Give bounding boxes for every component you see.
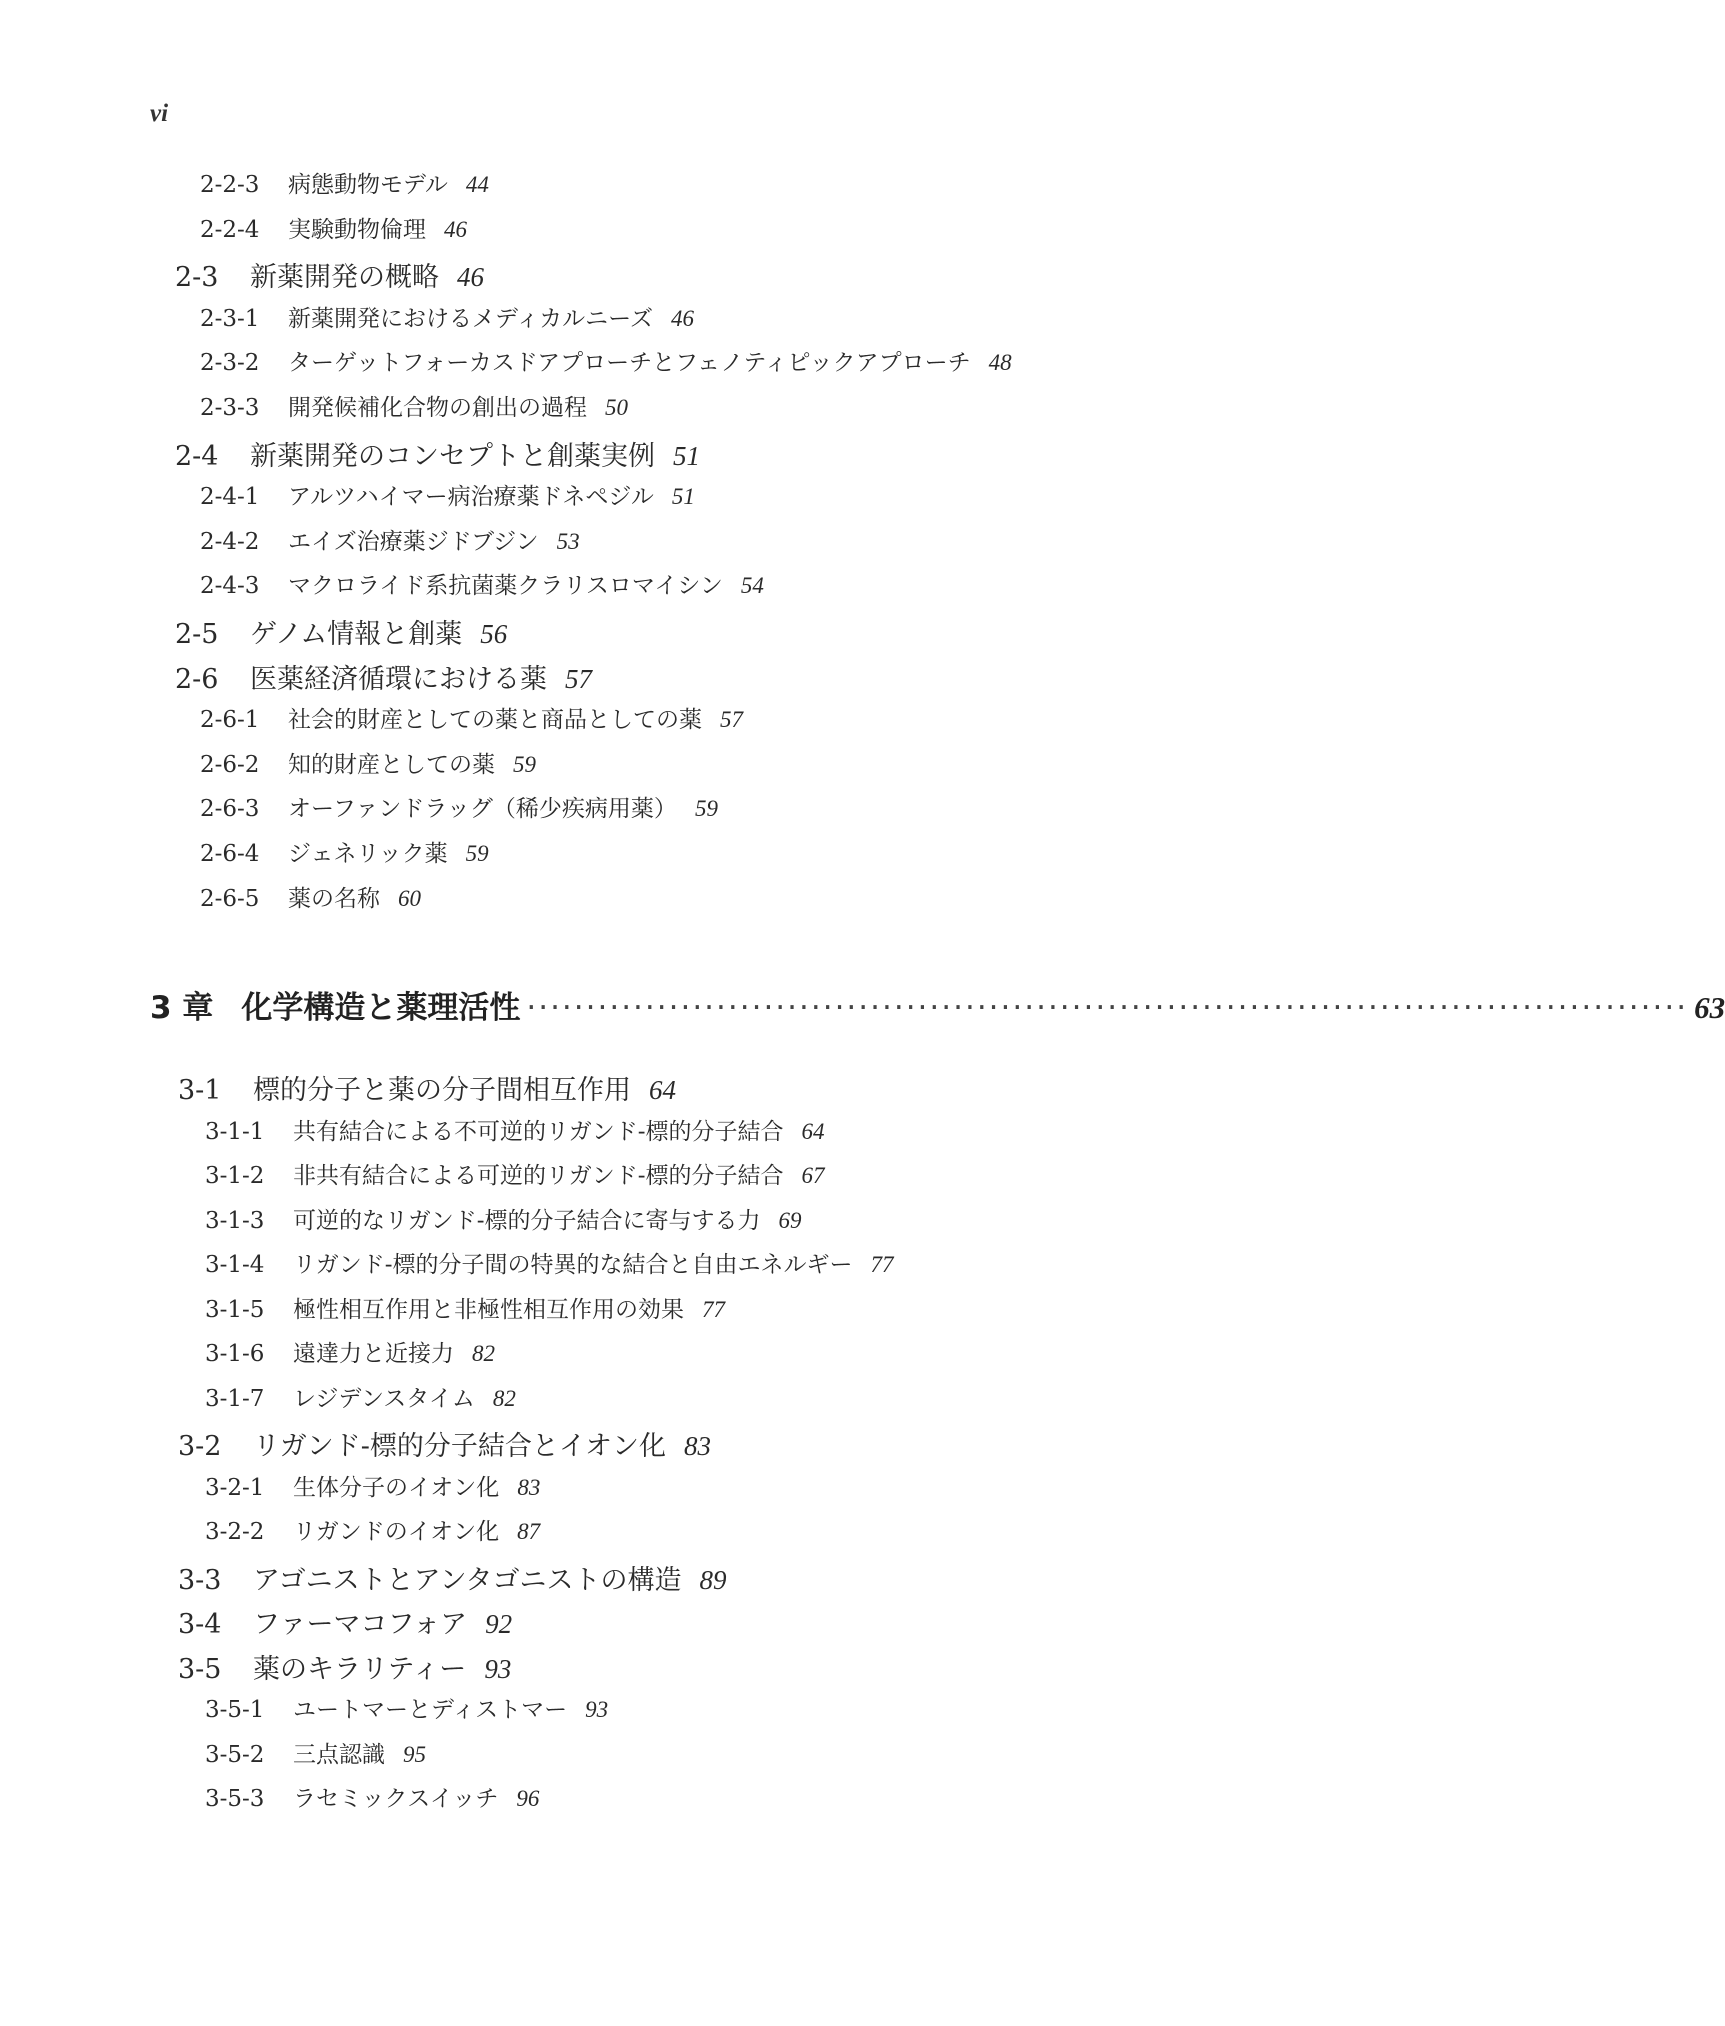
toc-entry-number: 3-1-7 xyxy=(205,1385,265,1412)
chapter-page-number: 63 xyxy=(1694,990,1725,1025)
toc-entry-page-number: 92 xyxy=(485,1609,513,1639)
toc-entry-title: リガンド-標的分子間の特異的な結合と自由エネルギー xyxy=(293,1252,853,1278)
chapter-heading[interactable] xyxy=(150,982,1725,1027)
toc-entry[interactable] xyxy=(175,612,507,651)
toc-entry-page-number: 46 xyxy=(671,305,695,331)
toc-entry-page-number: 60 xyxy=(398,885,421,911)
toc-entry-page-number: 44 xyxy=(465,172,489,197)
toc-entry-number: 3-1-4 xyxy=(205,1252,265,1278)
toc-entry-page-number: 82 xyxy=(472,1341,495,1366)
toc-entry-page-number: 89 xyxy=(699,1564,727,1595)
toc-entry[interactable] xyxy=(200,790,718,823)
toc-entry-page-number: 67 xyxy=(801,1163,825,1188)
toc-entry[interactable] xyxy=(205,1291,725,1324)
toc-entry[interactable] xyxy=(205,1691,608,1724)
toc-entry-page-number: 93 xyxy=(585,1697,609,1722)
toc-entry-page-number: 64 xyxy=(649,1075,676,1105)
toc-entry[interactable] xyxy=(200,880,421,913)
toc-entry-page-number: 46 xyxy=(457,262,484,293)
toc-entry[interactable] xyxy=(205,1736,426,1769)
toc-entry-page-number: 50 xyxy=(605,395,628,420)
toc-entry-page-number: 83 xyxy=(517,1474,541,1500)
toc-entry[interactable] xyxy=(175,434,700,473)
toc-entry-number: 3-3 xyxy=(178,1564,222,1596)
chapter-number: 3 章 xyxy=(150,990,214,1026)
toc-entry-title: 極性相互作用と非極性相互作用の効果 xyxy=(293,1296,684,1323)
toc-entry[interactable] xyxy=(175,255,484,294)
toc-entry-title: 標的分子と薬の分子間相互作用 xyxy=(253,1075,631,1106)
toc-entry[interactable] xyxy=(175,657,592,696)
toc-entry-title: 知的財産としての薬 xyxy=(288,751,495,778)
toc-entry-title: 三点認識 xyxy=(293,1741,385,1768)
toc-entry-number: 3-1-5 xyxy=(205,1296,265,1323)
toc-entry-page-number: 82 xyxy=(492,1385,516,1411)
toc-entry-number: 3-2-2 xyxy=(205,1519,265,1545)
toc-entry-number: 3-2-1 xyxy=(205,1474,265,1501)
toc-entry-number: 3-5-2 xyxy=(205,1741,265,1768)
toc-entry-title: 医薬経済循環における薬 xyxy=(250,663,547,695)
toc-entry-page-number: 83 xyxy=(684,1431,712,1461)
toc-entry-title: ターゲットフォーカスドアプローチとフェノティピックアプローチ xyxy=(288,350,971,377)
toc-entry-number: 2-6-2 xyxy=(200,751,260,778)
toc-entry-number: 2-3 xyxy=(175,262,219,294)
toc-entry-page-number: 77 xyxy=(870,1252,894,1277)
toc-entry[interactable] xyxy=(200,478,695,511)
toc-entry[interactable] xyxy=(205,1157,825,1190)
toc-entry-number: 3-4 xyxy=(178,1609,222,1640)
toc-entry-page-number: 95 xyxy=(403,1741,426,1767)
dot-leader: ·································································································· xyxy=(526,990,1689,1026)
toc-entry-title: エイズ治療薬ジドブジン xyxy=(288,528,539,555)
toc-entry-number: 2-2-3 xyxy=(200,172,260,198)
toc-entry-page-number: 77 xyxy=(702,1296,725,1322)
toc-entry-title: オーファンドラッグ（稀少疾病用薬） xyxy=(288,796,677,823)
toc-entry-title: リガンドのイオン化 xyxy=(293,1519,500,1545)
toc-entry-number: 2-3-3 xyxy=(200,395,260,421)
toc-entry-title: ファーマコフォア xyxy=(253,1609,468,1640)
toc-entry[interactable] xyxy=(205,1469,540,1502)
toc-entry-page-number: 93 xyxy=(484,1653,512,1684)
toc-entry-number: 2-4 xyxy=(175,440,219,472)
toc-entry[interactable] xyxy=(200,344,1012,377)
toc-entry-title: 薬の名称 xyxy=(288,885,380,912)
toc-entry-page-number: 59 xyxy=(513,751,536,777)
toc-entry-title: 非共有結合による可逆的リガンド-標的分子結合 xyxy=(293,1163,784,1189)
toc-entry-page-number: 54 xyxy=(740,573,764,599)
toc-entry[interactable] xyxy=(205,1513,540,1546)
toc-entry-number: 2-6-3 xyxy=(200,796,260,823)
toc-entry-title: ゲノム情報と創薬 xyxy=(250,619,463,650)
toc-entry[interactable] xyxy=(205,1113,825,1146)
toc-entry[interactable] xyxy=(200,166,489,199)
toc-entry-number: 2-3-1 xyxy=(200,305,260,332)
toc-entry-page-number: 46 xyxy=(444,216,467,242)
toc-entry-number: 2-4-1 xyxy=(200,484,260,511)
toc-entry-title: 新薬開発におけるメディカルニーズ xyxy=(288,305,654,332)
toc-entry-title: ラセミックスイッチ xyxy=(293,1786,499,1812)
toc-entry-page-number: 59 xyxy=(694,796,718,822)
toc-entry-number: 3-5-1 xyxy=(205,1697,265,1723)
toc-entry[interactable] xyxy=(178,1602,512,1641)
toc-entry-number: 2-4-3 xyxy=(200,573,260,600)
toc-entry[interactable] xyxy=(178,1068,676,1107)
page-folio: vi xyxy=(150,100,169,127)
toc-entry-page-number: 48 xyxy=(988,350,1012,376)
toc-entry[interactable] xyxy=(205,1335,495,1368)
toc-entry-number: 3-1-6 xyxy=(205,1341,265,1367)
toc-entry-number: 2-6-1 xyxy=(200,707,260,734)
toc-entry[interactable] xyxy=(200,701,743,734)
toc-entry-title: 開発候補化合物の創出の過程 xyxy=(288,395,587,421)
toc-entry-title: 社会的財産としての薬と商品としての薬 xyxy=(288,707,702,734)
toc-entry-title: 病態動物モデル xyxy=(288,172,448,198)
toc-entry-page-number: 59 xyxy=(465,841,489,866)
toc-entry-number: 3-1-1 xyxy=(205,1118,265,1145)
toc-entry-number: 2-3-2 xyxy=(200,350,260,377)
toc-entry-title: アルツハイマー病治療薬ドネペジル xyxy=(288,484,654,511)
toc-entry[interactable] xyxy=(200,746,536,779)
toc-entry-title: ジェネリック薬 xyxy=(288,841,448,867)
toc-entry[interactable] xyxy=(178,1558,727,1597)
toc-entry[interactable] xyxy=(200,211,467,244)
toc-entry-number: 3-2 xyxy=(178,1431,222,1462)
toc-entry-page-number: 53 xyxy=(556,528,580,554)
toc-entry-number: 3-1-2 xyxy=(205,1163,265,1189)
toc-entry-title: リガンド-標的分子結合とイオン化 xyxy=(253,1431,667,1462)
toc-entry[interactable] xyxy=(200,567,764,600)
chapter-title: 化学構造と薬理活性 xyxy=(241,990,521,1026)
toc-entry-number: 2-6 xyxy=(175,663,219,695)
toc-entry-title: 共有結合による不可逆的リガンド-標的分子結合 xyxy=(293,1118,784,1145)
toc-entry[interactable] xyxy=(200,300,694,333)
toc-entry-page-number: 69 xyxy=(778,1207,802,1233)
toc-entry-number: 3-5 xyxy=(178,1653,222,1685)
toc-entry-title: ユートマーとディストマー xyxy=(293,1697,568,1723)
toc-entry-number: 2-6-4 xyxy=(200,841,260,867)
toc-entry-title: 生体分子のイオン化 xyxy=(293,1474,500,1501)
toc-entry-number: 2-2-4 xyxy=(200,216,260,243)
toc-entry-number: 2-5 xyxy=(175,619,219,650)
toc-entry-title: アゴニストとアンタゴニストの構造 xyxy=(253,1564,682,1596)
toc-entry-page-number: 51 xyxy=(671,484,695,510)
toc-entry-number: 2-6-5 xyxy=(200,885,260,912)
toc-entry-title: レジデンスタイム xyxy=(293,1385,475,1412)
toc-entry-number: 3-1-3 xyxy=(205,1207,265,1234)
toc-entry[interactable] xyxy=(205,1380,516,1413)
toc-entry-number: 3-5-3 xyxy=(205,1786,265,1812)
toc-entry[interactable] xyxy=(205,1780,539,1813)
toc-entry[interactable] xyxy=(205,1246,894,1279)
toc-entry-title: 薬のキラリティー xyxy=(253,1653,467,1685)
toc-entry-number: 2-4-2 xyxy=(200,528,260,555)
toc-entry[interactable] xyxy=(200,835,489,868)
toc-entry-number: 3-1 xyxy=(178,1075,222,1106)
toc-entry[interactable] xyxy=(205,1202,802,1235)
toc-entry-title: 実験動物倫理 xyxy=(288,216,426,243)
toc-entry[interactable] xyxy=(200,523,580,556)
toc-entry-title: 可逆的なリガンド-標的分子結合に寄与する力 xyxy=(293,1207,761,1234)
toc-entry-page-number: 64 xyxy=(801,1118,825,1144)
toc-entry-page-number: 57 xyxy=(565,663,592,694)
toc-entry[interactable] xyxy=(178,1424,711,1463)
toc-entry-title: マクロライド系抗菌薬クラリスロマイシン xyxy=(288,573,723,600)
toc-entry[interactable] xyxy=(200,389,628,422)
toc-entry-page-number: 51 xyxy=(673,440,700,471)
toc-entry-page-number: 56 xyxy=(480,619,508,649)
toc-entry-title: 新薬開発の概略 xyxy=(250,262,439,294)
toc-entry-title: 新薬開発のコンセプトと創薬実例 xyxy=(250,440,655,472)
toc-entry-title: 遠達力と近接力 xyxy=(293,1341,454,1367)
toc-entry-page-number: 96 xyxy=(516,1786,540,1811)
toc-entry-page-number: 57 xyxy=(720,707,743,733)
toc-entry-page-number: 87 xyxy=(517,1519,541,1544)
toc-entry[interactable] xyxy=(178,1647,511,1686)
